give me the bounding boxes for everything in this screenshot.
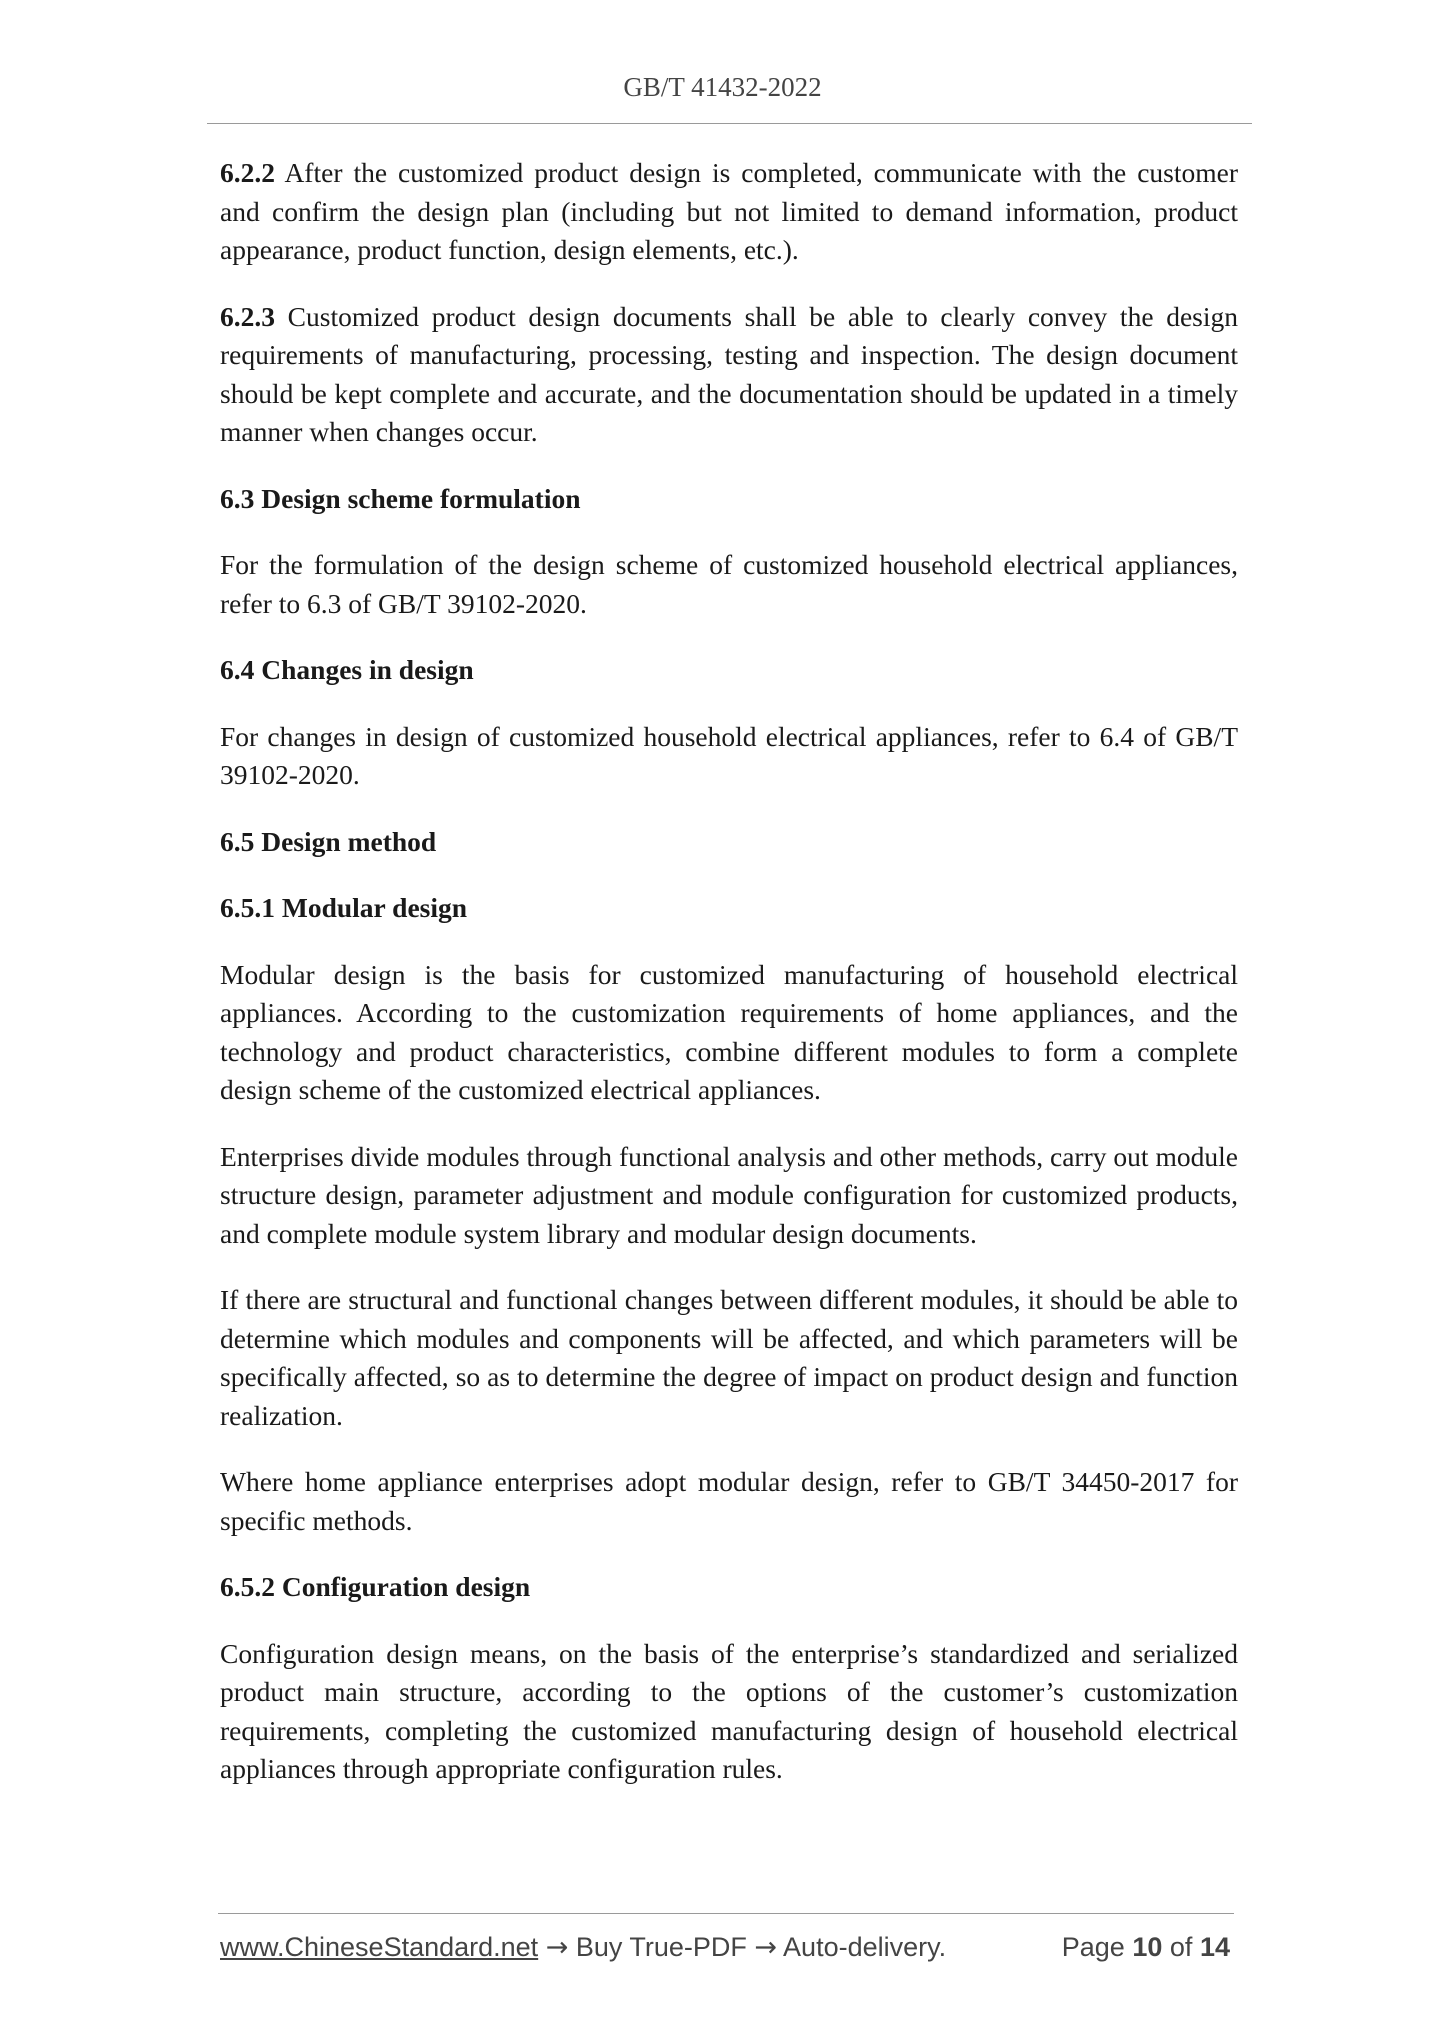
clause-6-2-2 [220,154,1238,270]
page-indicator [1062,1932,1230,1963]
document-body [220,154,1238,1817]
of-label: of [1169,1932,1193,1962]
header-divider [207,123,1252,124]
paragraph: Configuration design means, on the basis of the enterprise’s standardized and serialized product main structure, according to the options of the customer’s customization requirements, completing the customized manufacturing design of household electrical appliances through appropriate configuration rules. [220,1637,1238,1784]
paragraph: For changes in design of customized household electrical appliances, refer to 6.4 of GB/T 39102-2020. [220,720,1238,790]
section-heading-6-5-2: 6.5.2 Configuration design [220,1571,531,1602]
paragraph: Where home appliance enterprises adopt modular design, refer to GB/T 34450-2017 for specific methods. [220,1466,1238,1536]
paragraph: Enterprises divide modules through functional analysis and other methods, carry out module structure design, parameter adjustment and module configuration for customized products, and complete module system library and modular design documents. [220,1140,1238,1249]
clause-text: After the customized product design is completed, communicate with the customer and confirm the design plan (including but not limited to demand information, product appearance, product function, design elements, etc.). [220,157,1238,265]
footer-promo [220,1932,946,1963]
paragraph: Modular design is the basis for customized manufacturing of household electrical appliances. According to the customization requirements of home appliances, and the technology and product characteristics, combine different modules to form a complete design scheme of the customized electrical appliances. [220,958,1238,1105]
paragraph: If there are structural and functional changes between different modules, it should be able to determine which modules and components will be affected, and which parameters will be specifically affected, so as to determine the degree of impact on product design and function realization. [220,1284,1238,1431]
arrow-right-icon: → [545,1932,569,1963]
section-heading-6-3: 6.3 Design scheme formulation [220,482,581,514]
section-heading-6-5-1: 6.5.1 Modular design [220,892,468,923]
arrow-right-icon: → [754,1932,778,1963]
buy-text: Buy True-PDF [575,1932,747,1962]
clause-text: Customized product design documents shall be able to clearly convey the design requirements of manufacturing, processing, testing and inspection. The design document should be kept complete and accurate, and the documentation should be updated in a timely manner when changes occur. [220,300,1238,447]
section-heading-6-4: 6.4 Changes in design [220,654,474,685]
clause-6-2-3 [220,298,1238,452]
document-header-title: GB/T 41432-2022 [623,72,822,102]
clause-number: 6.2.3 [220,300,275,332]
clause-number: 6.2.2 [220,157,275,188]
page-total: 14 [1199,1932,1230,1962]
paragraph: For the formulation of the design scheme of customized household electrical appliances, refer to 6.3 of GB/T 39102-2020. [220,549,1238,619]
section-heading-6-5: 6.5 Design method [220,825,437,857]
delivery-text: Auto-delivery. [783,1932,947,1962]
footer-divider [218,1913,1234,1914]
website-link[interactable]: www.ChineseStandard.net [220,1932,539,1962]
page-label: Page [1061,1932,1125,1962]
page-current: 10 [1132,1932,1163,1962]
